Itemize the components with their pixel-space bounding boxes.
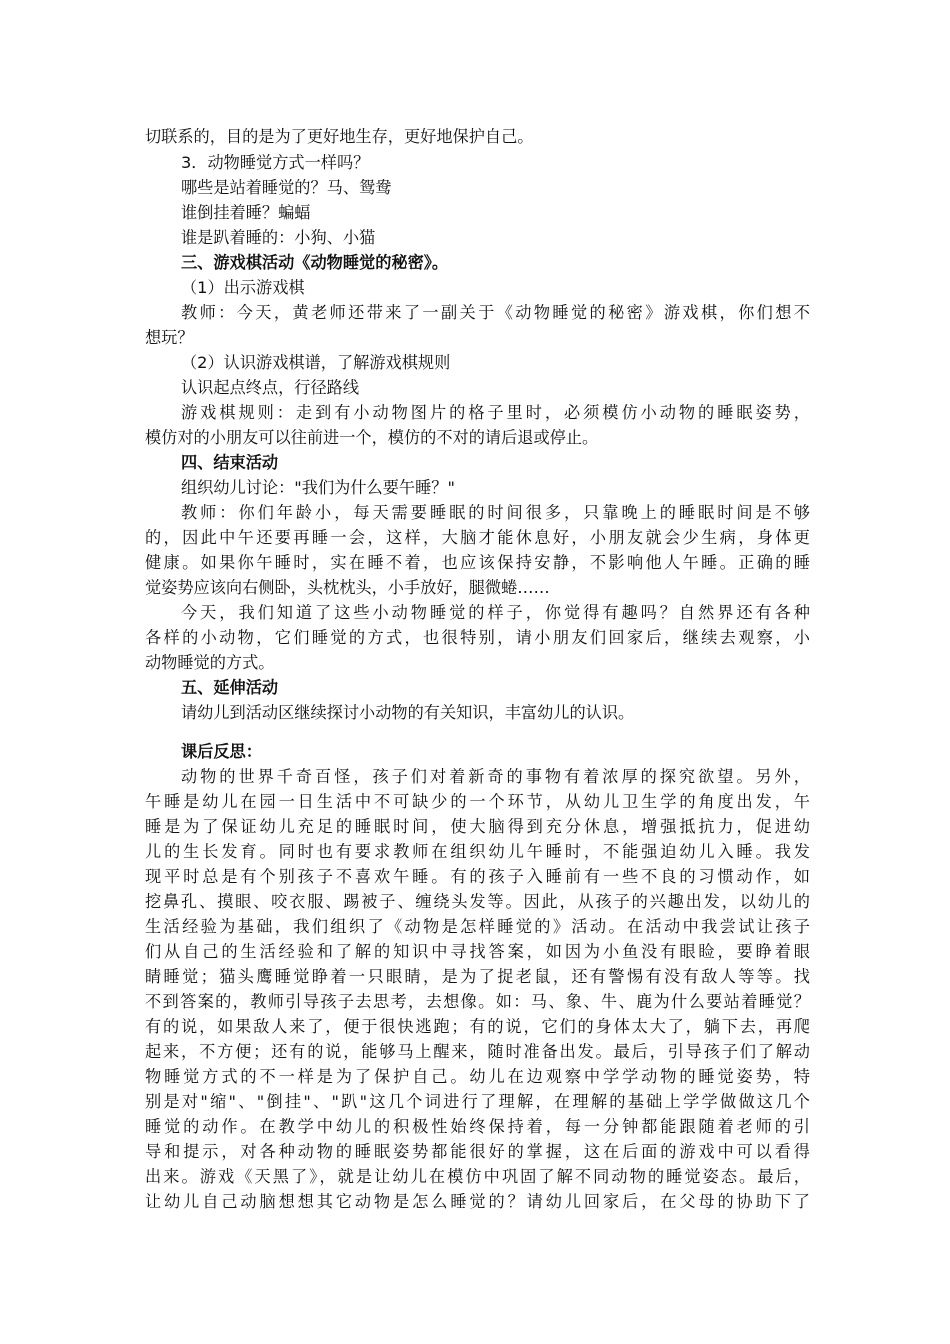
- paragraph-line: 午睡是幼儿在园一日生活中不可缺少的一个环节，从幼儿卫生学的角度出发，午: [145, 792, 810, 811]
- paragraph-line: 的，因此中午还要再睡一会，这样，大脑才能休息好，小朋友就会少生病，身体更: [145, 528, 810, 547]
- paragraph-line: 物睡觉方式的不一样是为了保护自己。幼儿在边观察中学学动物的睡觉姿势，特: [145, 1067, 810, 1086]
- paragraph-line: 生活经验为基础，我们组织了《动物是怎样睡觉的》活动。在活动中我尝试让孩子: [145, 917, 810, 936]
- paragraph-line: 动物的世界千奇百怪，孩子们对着新奇的事物有着浓厚的探究欲望。另外，: [181, 767, 810, 786]
- question-heading: 3．动物睡觉方式一样吗？: [181, 153, 370, 172]
- paragraph-line: 哪些是站着睡觉的？马、鸳鸯: [181, 178, 392, 197]
- paragraph-line: 游戏棋规则：走到有小动物图片的格子里时，必须模仿小动物的睡眠姿势，: [181, 403, 810, 422]
- paragraph-line: 挖鼻孔、摸眼、咬衣服、踢被子、缠绕头发等。因此，从孩子的兴趣出发，以幼儿的: [145, 892, 810, 911]
- paragraph-line: 请幼儿到活动区继续探讨小动物的有关知识，丰富幼儿的认识。: [181, 703, 635, 722]
- paragraph-line: 不到答案的，教师引导孩子去思考，去想像。如：马、象、牛、鹿为什么要站着睡觉？: [145, 992, 810, 1011]
- paragraph-line: 谁倒挂着睡？蝙蝠: [181, 203, 311, 222]
- section-heading: 四、结束活动: [181, 453, 279, 472]
- paragraph-line: 动物睡觉的方式。: [145, 653, 275, 672]
- paragraph-line: 认识起点终点，行径路线: [181, 378, 360, 397]
- reflection-heading: 课后反思：: [181, 742, 262, 761]
- section-heading: 三、游戏棋活动《动物睡觉的秘密》。: [181, 253, 449, 272]
- paragraph-line: 们从自己的生活经验和了解的知识中寻找答案，如因为小鱼没有眼睑，要睁着眼: [145, 942, 810, 961]
- paragraph-line: 觉姿势应该向右侧卧，头枕枕头，小手放好，腿微蜷……: [145, 578, 550, 597]
- paragraph-line: 健康。如果你午睡时，实在睡不着，也应该保持安静，不影响他人午睡。正确的睡: [145, 553, 810, 572]
- paragraph-line: 出来。游戏《天黑了》，就是让幼儿在模仿中巩固了解不同动物的睡觉姿态。最后，: [145, 1167, 810, 1186]
- paragraph-line: 有的说，如果敌人来了，便于很快逃跑；有的说，它们的身体太大了，躺下去，再爬: [145, 1017, 810, 1036]
- paragraph-line: 切联系的，目的是为了更好地生存，更好地保护自己。: [145, 127, 534, 146]
- paragraph-line: 模仿对的小朋友可以往前进一个，模仿的不对的请后退或停止。: [145, 428, 599, 447]
- paragraph-line: 组织幼儿讨论："我们为什么要午睡？": [181, 478, 455, 497]
- paragraph-line: 现平时总是有个别孩子不喜欢午睡。有的孩子入睡前有一些不良的习惯动作，如: [145, 867, 810, 886]
- step-heading: （1）出示游戏棋: [181, 278, 305, 297]
- paragraph-line: 教师：今天，黄老师还带来了一副关于《动物睡觉的秘密》游戏棋，你们想不: [181, 303, 810, 322]
- paragraph-line: 今天，我们知道了这些小动物睡觉的样子，你觉得有趣吗？自然界还有各种: [181, 603, 810, 622]
- paragraph-line: 儿的生长发育。同时也有要求教师在组织幼儿午睡时，不能强迫幼儿入睡。我发: [145, 842, 810, 861]
- paragraph-line: 让幼儿自己动脑想想其它动物是怎么睡觉的？请幼儿回家后，在父母的协助下了: [145, 1192, 810, 1211]
- step-heading: （2）认识游戏棋谱，了解游戏棋规则: [181, 353, 451, 372]
- paragraph-line: 导和提示，对各种动物的睡眠姿势都能很好的掌握，这在后面的游戏中可以看得: [145, 1142, 810, 1161]
- section-heading: 五、延伸活动: [181, 678, 279, 697]
- paragraph-line: 睛睡觉；猫头鹰睡觉睁着一只眼睛，是为了捉老鼠，还有警惕有没有敌人等等。找: [145, 967, 810, 986]
- paragraph-line: 各样的小动物，它们睡觉的方式，也很特别，请小朋友们回家后，继续去观察，小: [145, 628, 810, 647]
- paragraph-line: 起来，不方便；还有的说，能够马上醒来，随时准备出发。最后，引导孩子们了解动: [145, 1042, 810, 1061]
- paragraph-line: 别是对"缩"、"倒挂"、"趴"这几个词进行了理解，在理解的基础上学学做做这几个: [145, 1092, 810, 1111]
- paragraph-line: 教师：你们年龄小，每天需要睡眠的时间很多，只靠晚上的睡眠时间是不够: [181, 503, 810, 522]
- paragraph-line: 睡觉的动作。在教学中幼儿的积极性始终保持着，每一分钟都能跟随着老师的引: [145, 1117, 810, 1136]
- paragraph-line: 谁是趴着睡的：小狗、小猫: [181, 228, 376, 247]
- paragraph-line: 睡是为了保证幼儿充足的睡眠时间，使大脑得到充分休息，增强抵抗力，促进幼: [145, 817, 810, 836]
- paragraph-line: 想玩？: [145, 328, 194, 347]
